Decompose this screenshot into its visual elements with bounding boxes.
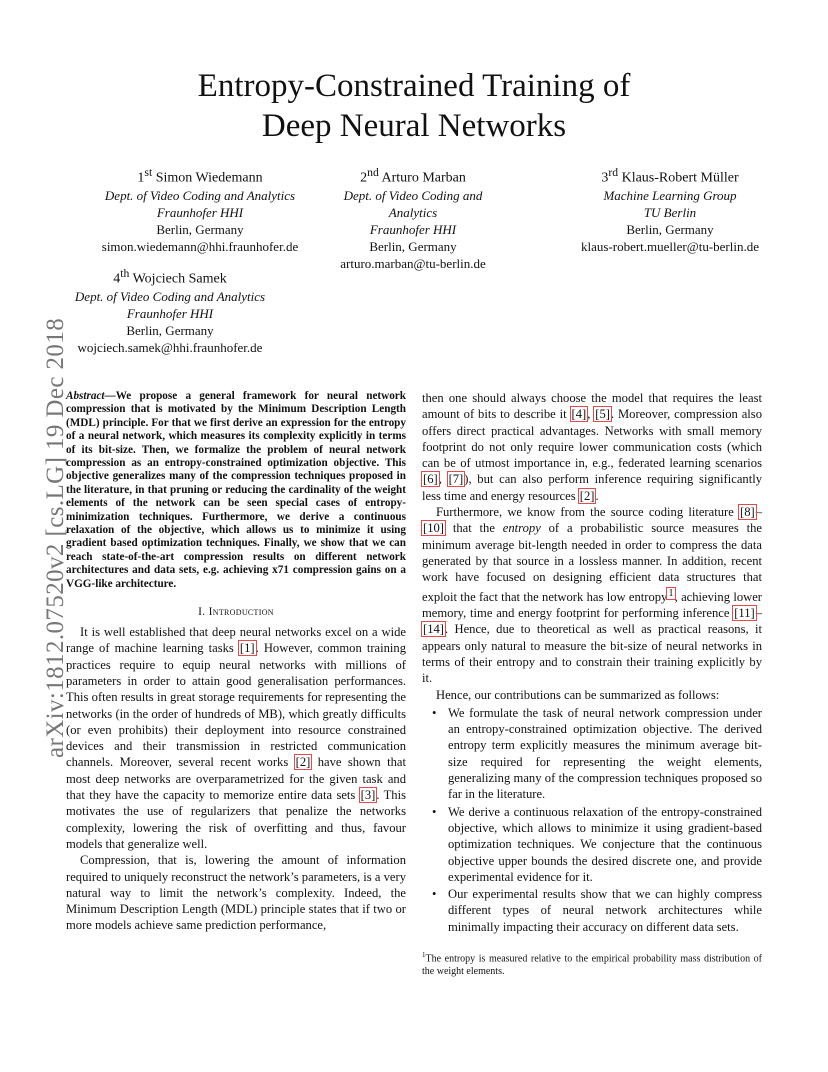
title-line-1: Entropy-Constrained Training of bbox=[197, 68, 631, 104]
citation-link[interactable]: [10] bbox=[423, 521, 444, 536]
author-city: Berlin, Germany bbox=[369, 238, 457, 254]
author-city: Berlin, Germany bbox=[156, 221, 244, 237]
citation-link[interactable]: [11] bbox=[734, 606, 755, 621]
footnote-link[interactable]: 1 bbox=[668, 587, 674, 599]
author-name: 1st Simon Wiedemann bbox=[137, 166, 263, 186]
author-block-3 bbox=[556, 164, 784, 255]
author-block-2 bbox=[318, 164, 508, 272]
author-dept: Dept. of Video Coding and Analytics bbox=[104, 187, 296, 203]
citation-link[interactable]: [2] bbox=[579, 488, 595, 503]
author-block-1 bbox=[64, 164, 336, 255]
citation-link[interactable]: [8] bbox=[740, 505, 755, 520]
list-item: • Our experimental results show that we can highly compress different types of neural network architectures while minimally impacting their accuracy on different data sets. bbox=[432, 887, 762, 934]
citation-link[interactable]: [3] bbox=[360, 788, 376, 803]
author-city: Berlin, Germany bbox=[626, 221, 714, 237]
author-city: Berlin, Germany bbox=[126, 322, 214, 338]
bullet-icon: • bbox=[432, 887, 437, 902]
section-heading-introduction: I. Introduction bbox=[198, 606, 274, 619]
author-email: arturo.marban@tu-berlin.de bbox=[340, 255, 486, 271]
author-email: klaus-robert.mueller@tu-berlin.de bbox=[580, 238, 760, 254]
author-dept: Dept. of Video Coding and Analytics bbox=[343, 187, 483, 220]
left-column bbox=[66, 390, 406, 934]
paper-title bbox=[0, 66, 828, 146]
abstract bbox=[66, 390, 406, 591]
author-name: 4th Wojciech Samek bbox=[113, 267, 227, 287]
author-dept: Machine Learning Group bbox=[603, 187, 737, 203]
citation-link[interactable]: [5] bbox=[595, 407, 610, 422]
author-org: Fraunhofer HHI bbox=[156, 204, 244, 220]
abstract-text: —We propose a general framework for neural network compression that is motivated by the Minimum Description Length (MDL) principle. For that we first derive an expression for the entropy of a neural network, which measures its complexity explicitly in terms of its bit-size. Then, we formalize the problem of neural network compression as an entropy-constrained optimization objective. This objective generalizes many of the compression techniques proposed in the literature, in that pruning or reducing the cardinality of the weight elements of the network can be seen special cases of entropy-minimization techniques. Furthermore, we derive a continuous relaxation of the objective, which allows us to minimize it using gradient based optimization techniques. Finally, we show that we can reach state-of-the-art compression results on different network architectures and data sets, e.g. achieving x71 compression gains on a VGG-like architecture. bbox=[66, 390, 406, 590]
list-item: • We formulate the task of neural network compression under an entropy-constrained optimization objective. The derived entropy term explicitly measures the minimum average bit-size required for representing the weight elements, generalizing many of the compression techniques proposed so far in the literature. bbox=[432, 705, 762, 802]
right-paragraph-2: Furthermore, we know from the source coding literature [8]–[10] that the entropy of a probabilistic source measures the minimum average bit-length needed in order to compress the data generated by that source in a lossless manner. In addition, recent work have focused on designing efficient data structures that exploit the fact that the network has low entropy$^1$, achieving lower memory, time and energy footprint for performing inference [11]–[14]. Hence, due to theoretical as well as practical reasons, it appears only natural to measure the bit-size of neural networks in terms of their entropy and to constrain their training explicitly by it. bbox=[422, 505, 762, 686]
citation-link[interactable]: [1] bbox=[239, 641, 255, 656]
author-name: 3rd Klaus-Robert Müller bbox=[601, 166, 739, 186]
list-item: • We derive a continuous relaxation of the entropy-constrained objective, which allows to minimize it using gradient-based optimization techniques. We conjecture that the continuous objective upper bounds the desired discrete one, and provide experimental evidence for it. bbox=[432, 804, 762, 884]
author-block-4 bbox=[56, 265, 284, 356]
bullet-icon: • bbox=[432, 705, 437, 720]
citation-link[interactable]: [4] bbox=[571, 407, 587, 422]
intro-paragraph-2: Compression, that is, lowering the amount of information required to uniquely reconstruct the network’s parameters, is a very natural way to limit the network’s complexity. Indeed, the Minimum Description Length (MDL) principle states that if two or more models achieve same prediction performance, bbox=[66, 853, 406, 933]
author-org: Fraunhofer HHI bbox=[369, 221, 457, 237]
author-org: Fraunhofer HHI bbox=[126, 305, 214, 321]
author-name: 2nd Arturo Marban bbox=[360, 166, 466, 186]
title-line-2: Deep Neural Networks bbox=[261, 108, 567, 144]
bullet-icon: • bbox=[432, 804, 437, 819]
abstract-label: Abstract bbox=[66, 390, 105, 402]
right-column bbox=[422, 390, 762, 978]
footnote: $^1$The entropy is measured relative to the empirical probability mass distribution of the weight elements. bbox=[422, 950, 762, 978]
contributions-list bbox=[422, 705, 762, 935]
author-email: wojciech.samek@hhi.fraunhofer.de bbox=[77, 339, 263, 355]
right-paragraph-1: then one should always choose the model that requires the least amount of bits to describe it [4], [5]. Moreover, compression also offers direct practical advantages. Networks with small memory footprint do not only require lower communication costs (which can be of utmost importance in, e.g., federated learning scenarios [6], [7]), but can also perform inference requiring significantly less time and energy resources [2]. bbox=[422, 391, 763, 503]
right-paragraph-3: Hence, our contributions can be summarized as follows: bbox=[436, 687, 720, 702]
author-dept: Dept. of Video Coding and Analytics bbox=[74, 288, 266, 304]
author-email: simon.wiedemann@hhi.fraunhofer.de bbox=[101, 238, 299, 254]
citation-link[interactable]: [14] bbox=[423, 622, 444, 637]
citation-link[interactable]: [6] bbox=[423, 472, 438, 487]
citation-link[interactable]: [7] bbox=[448, 472, 464, 487]
author-org: TU Berlin bbox=[643, 204, 697, 220]
intro-paragraph-1: It is well established that deep neural networks excel on a wide range of machine learning tasks [1]. However, common training practices require to equip neural networks with millions of parameters in order to attain good generalisation performances. This often results in great storage requirements for representing the networks (in the order of hundreds of MB), which greatly difficults (or even prohibits) their deployment into resource constrained devices and their transmission in restricted communication channels. Moreover, several recent works [2] have shown that most deep networks are overparametrized for the given task and that they have the capacity to memorize entire data sets [3]. This motivates the use of regularizers that penalize the networks complexity, lowering the risk of overfitting and thus, favour models that generalize well. bbox=[66, 625, 407, 851]
citation-link[interactable]: [2] bbox=[295, 755, 311, 770]
arxiv-stamp bbox=[8, 288, 69, 758]
arxiv-id: arXiv:1812.07520v2 [cs.LG] 19 Dec 2018 bbox=[42, 317, 69, 758]
